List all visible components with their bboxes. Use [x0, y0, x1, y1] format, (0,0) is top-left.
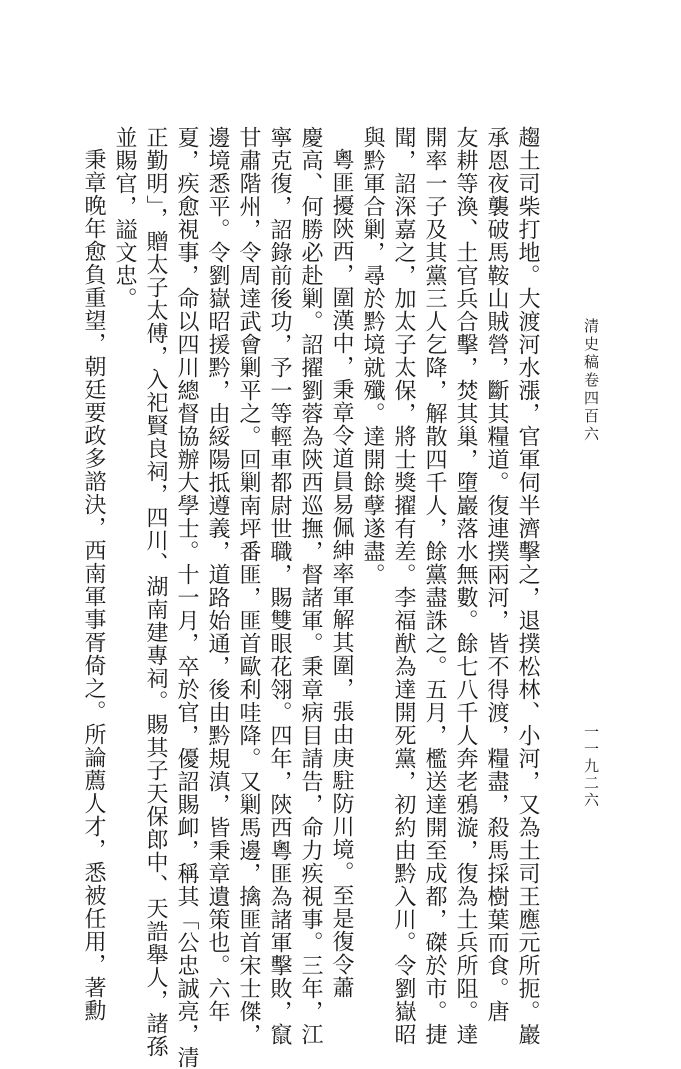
- text-column: 與黔軍合剿，尋於黔境就殲。達開餘孽遂盡。: [360, 126, 385, 586]
- text-column: 慶高、何勝必赴剿。詔擢劉蓉為陝西巡撫，督諸軍。秉章病目請告，命力疾視事。三年，江: [298, 126, 323, 1046]
- text-column: 友耕等渙、土官兵合擊，焚其巢，墮巖落水無數。餘七八千人奔老鴉漩，復為土兵所阻。達: [453, 126, 478, 1046]
- text-column: 並賜官，謚文忠。: [112, 126, 137, 310]
- text-column: 夏，疾愈視事，命以四川總督協辦大學士。十一月，卒於官，優詔賜卹，稱其「公忠誠亮，清: [174, 126, 199, 1069]
- vertical-text-body: [78, 126, 543, 1069]
- running-header: 清史稿卷四百六: [582, 318, 600, 444]
- text-column: 粵匪擾陝西，圍漢中，秉章令道員易佩紳率軍解其圍，張由庚駐防川境。至是復令蕭: [329, 148, 354, 999]
- text-column: 承恩夜襲破馬鞍山賊營，斷其糧道。復連撲兩河，皆不得渡，糧盡，殺馬採樹葉而食。唐: [484, 126, 509, 1023]
- text-column: 正勤明」，贈太子太傅，入祀賢良祠，四川、湖南建專祠。賜其子天保郎中、天誥舉人，諸孫: [143, 126, 168, 1058]
- text-column: 開率一子及其黨三人乞降，解散四千人，餘黨盡誅之。五月，檻送達開至成都，磔於市。捷: [422, 126, 447, 1046]
- text-column: 聞，詔深嘉之，加太子太保，將士獎擢有差。李福猷為達開死黨，初約由黔入川。令劉嶽昭: [391, 126, 416, 1046]
- text-column: 甘肅階州，令周達武會剿平之。回剿南坪番匪，匪首歐利哇降。又剿馬邊，擒匪首宋士傑，: [236, 126, 261, 1046]
- text-column: 寧克復，詔錄前後功，予一等輕車都尉世職，賜雙眼花翎。四年，陝西粵匪為諸軍擊敗，竄: [267, 126, 292, 1046]
- text-column: 邊境悉平。令劉嶽昭援黔，由綏陽抵遵義，道路始通，後由黔規滇，皆秉章遺策也。六年: [205, 126, 230, 1023]
- text-column: 趨土司柴打地。大渡河水漲，官軍伺半濟擊之，退撲松林、小河，又為土司王應元所扼。巖: [515, 126, 540, 1046]
- text-column: 秉章晚年愈負重望，朝廷要政多諮決，西南軍事胥倚之。所論薦人才，悉被任用，著勳: [81, 148, 106, 1022]
- page-number: 一一九二六: [582, 724, 600, 809]
